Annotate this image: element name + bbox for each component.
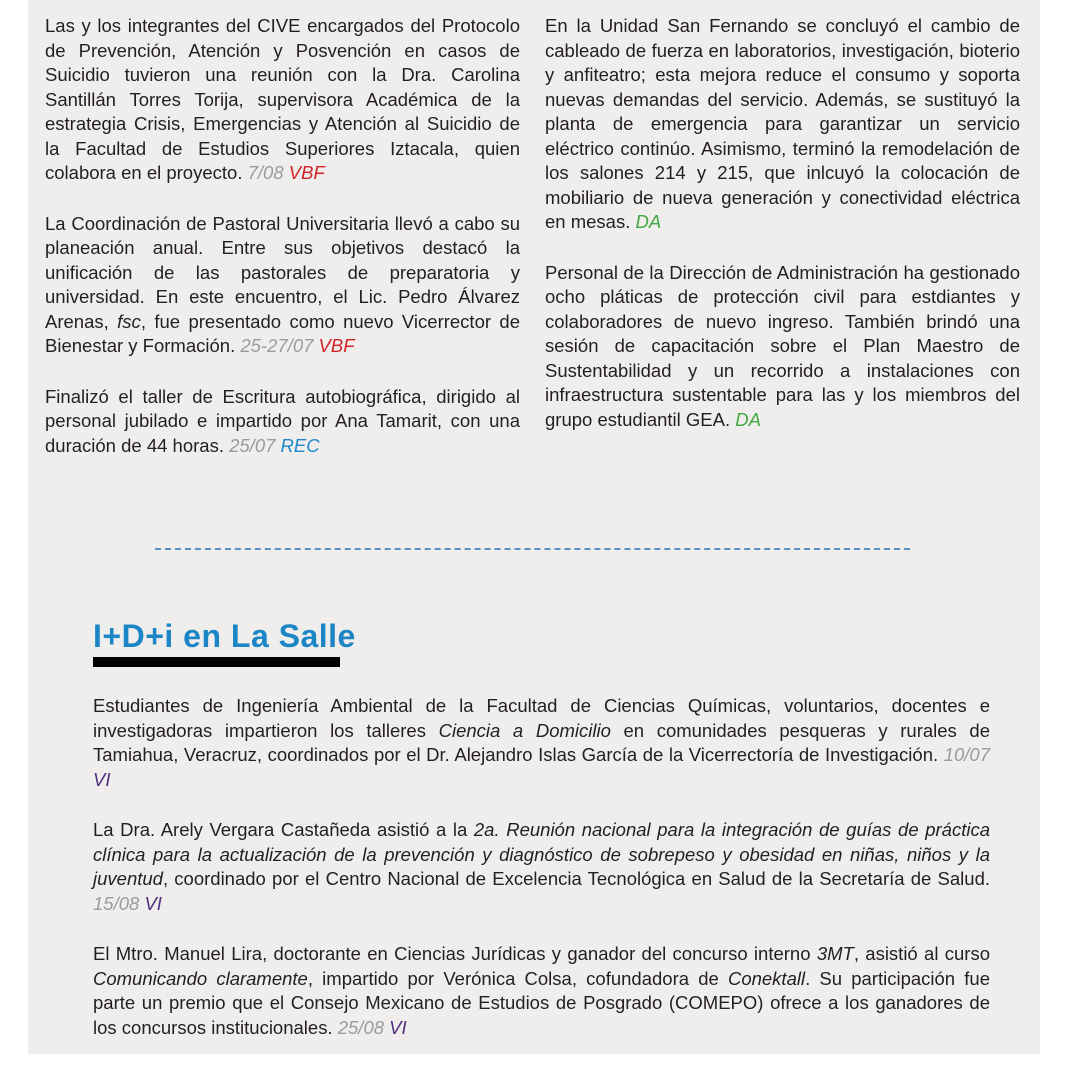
text-run: , impartido por Verónica Colsa, cofundadora de (307, 967, 728, 989)
text-run: Finalizó el taller de Escritura autobiográfica, dirigido al personal jubilado e impartido por Ana Tamarit, con una duración de 44 horas. (45, 385, 520, 456)
idi-paragraph-manuel-lira (93, 942, 990, 1040)
news-paragraph-cive-suicide-protocol (45, 14, 520, 186)
text-run: Conektall (727, 967, 806, 989)
text-run: Personal de la Dirección de Administración ha gestionado ocho pláticas de protección civil para estdiantes y colaboradores de nuevo ingreso. También brindó una sesión de capacitación sobre el Plan Maestro de Sustentabilidad y un recorrido a instalaciones con infraestructura sustentable para las y los miembros del grupo estudiantil GEA. (545, 261, 1020, 430)
item-date: 7/08 (247, 162, 289, 183)
department-tag: VI (144, 892, 162, 914)
text-run: La Coordinación de Pastoral Universitaria llevó a cabo su planeación anual. Entre sus objetivos destacó la unificación de las pastorales de preparatoria y universidad. En este encuentro, el Lic. Pedro Álvarez Arenas, (45, 212, 520, 332)
text-run: 2a. Reunión nacional para la integración de guías de práctica clínica para la actualización de la prevención y diagnóstico de sobrepeso y obesidad en niñas, niños y la juventud (93, 819, 990, 889)
newsletter-page (28, 0, 1040, 1054)
heading-underline-bar (93, 657, 340, 667)
item-date: 10/07 (943, 744, 990, 765)
text-run: , fue presentado como nuevo Vicerrector de Bienestar y Formación. (45, 310, 520, 356)
text-run: , asistió al curso (853, 943, 990, 964)
idi-heading-block (93, 618, 356, 667)
idi-paragraph-reunion-nacional (93, 818, 990, 916)
text-run: Las y los integrantes del CIVE encargados del Protocolo de Prevención, Atención y Posvención en casos de Suicidio tuvieron una reunión con la Dra. Carolina Santillán Torres Torija, supervisora Académica de la estrategia Crisis, Emergencias y Atención al Suicidio de la Facultad de Estudios Superiores Iztacala, quien colabora en el proyecto. (45, 15, 520, 183)
text-run: 3MT (816, 943, 854, 964)
left-column (45, 14, 520, 484)
department-tag: VI (93, 768, 111, 790)
idi-section-body (93, 694, 990, 1066)
news-paragraph-unidad-san-fernando (545, 14, 1020, 235)
top-two-column-section (45, 14, 1020, 484)
text-run: , coordinado por el Centro Nacional de Excelencia Tecnológica en Salud de la Secretaría de Salud. (162, 868, 990, 889)
department-tag: VBF (318, 335, 355, 356)
department-tag: DA (635, 211, 662, 232)
right-column (545, 14, 1020, 484)
department-tag: REC (280, 434, 320, 456)
item-date: 25/08 (337, 1016, 390, 1038)
department-tag: VBF (288, 162, 325, 183)
text-run: La Dra. Arely Vergara Castañeda asistió a la (93, 819, 474, 840)
text-run: En la Unidad San Fernando se concluyó el cambio de cableado de fuerza en laboratorios, investigación, bioterio y anfiteatro; esta mejora reduce el consumo y soporta nuevas demandas del servicio. Además, se sustituyó la planta de emergencia para garantizar un servicio eléctrico continúo. Asimismo, terminó la remodelación de los salones 214 y 215, que inlcuyó la colocación de mobiliario de nueva generación y conectividad eléctrica en mesas. (545, 15, 1020, 232)
text-run: . Su participación fue parte un premio que el Consejo Mexicano de Estudios de Posgrado (COMEPO) ofrece a los ganadores de los concursos institucionales. (93, 967, 990, 1038)
department-tag: DA (735, 408, 761, 430)
section-heading-idi-en-la-salle: I+D+i en La Salle (93, 618, 356, 654)
text-run: fsc (117, 310, 141, 332)
text-run: Comunicando claramente (93, 967, 308, 989)
text-run: El Mtro. Manuel Lira, doctorante en Ciencias Jurídicas y ganador del concurso interno (93, 943, 817, 964)
text-run: en comunidades pesqueras y rurales de Tamiahua, Veracruz, coordinados por el Dr. Alejandro Islas García de la Vicerrectoría de Investigación. (93, 719, 990, 765)
text-run: Estudiantes de Ingeniería Ambiental de la Facultad de Ciencias Químicas, voluntarios, docentes e investigadoras impartieron los talleres (93, 695, 990, 741)
item-date: 15/08 (93, 892, 145, 914)
news-paragraph-pastoral-universitaria (45, 212, 520, 359)
news-paragraph-direccion-administracion (545, 261, 1020, 433)
department-tag: VI (389, 1016, 407, 1038)
idi-paragraph-ciencia-a-domicilio (93, 694, 990, 792)
item-date: 25-27/07 (240, 335, 319, 356)
news-paragraph-taller-escritura (45, 385, 520, 459)
text-run: Ciencia a Domicilio (438, 719, 611, 741)
item-date: 25/07 (229, 434, 281, 456)
dashed-section-divider (155, 548, 910, 550)
